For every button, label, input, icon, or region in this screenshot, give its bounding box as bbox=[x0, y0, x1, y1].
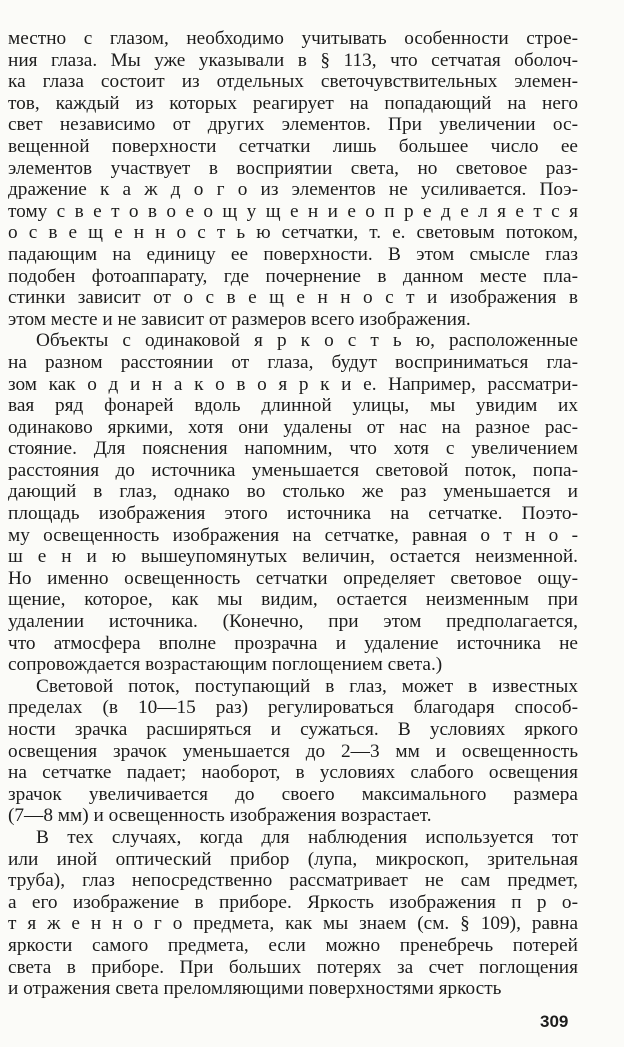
paragraph bbox=[8, 28, 578, 330]
text-line: стинки зависит от о с в е щ е н н о с т и изображения в bbox=[8, 287, 578, 309]
text-line: т я ж е н н о г о предмета, как мы знаем (см. § 109), равна bbox=[8, 913, 578, 935]
text-line: на сетчатке падает; наоборот, в условиях слабого освещения bbox=[8, 762, 578, 784]
text-line: Световой поток, поступающий в глаз, может в известных bbox=[36, 675, 578, 697]
text-line: или иной оптический прибор (лупа, микроскоп, зрительная bbox=[8, 848, 578, 870]
text-line: а его изображение в приборе. Яркость изображения п р о- bbox=[8, 891, 578, 913]
text-line: ш е н и ю вышеупомянутых величин, остается неизменной. bbox=[8, 546, 578, 568]
text-line: яркости самого предмета, если можно пренебречь потерей bbox=[8, 934, 578, 956]
text-line: зрачок увеличивается до своего максимального размера bbox=[8, 783, 578, 805]
text-line: вая ряд фонарей вдоль длинной улицы, мы увидим их bbox=[8, 395, 578, 417]
text-line: Объекты с одинаковой я р к о с т ь ю, расположенные bbox=[36, 330, 578, 352]
text-line: дражение к а ж д о г о из элементов не усиливается. Поэ- bbox=[8, 179, 578, 201]
paragraph bbox=[8, 676, 578, 827]
text-line: падающим на единицу ее поверхности. В этом смысле глаз bbox=[8, 243, 578, 265]
text-line: элементов участвует в восприятии света, но световое раз- bbox=[8, 157, 578, 179]
body-text bbox=[8, 28, 578, 1000]
text-line: освещения зрачок уменьшается до 2—3 мм и освещенность bbox=[8, 740, 578, 762]
text-line: щение, которое, как мы видим, остается неизменным при bbox=[8, 589, 578, 611]
text-line: одинаково яркими, хотя они удалены от нас на разное рас- bbox=[8, 416, 578, 438]
paragraph bbox=[8, 330, 578, 676]
text-line: Но именно освещенность сетчатки определяет световое ощу- bbox=[8, 567, 578, 589]
text-line: свет независимо от других элементов. При увеличении ос- bbox=[8, 114, 578, 136]
text-line: удалении источника. (Конечно, при этом предполагается, bbox=[8, 611, 578, 633]
text-line: сопровождается возрастающим поглощением света.) bbox=[8, 654, 443, 676]
text-line: ния глаза. Мы уже указывали в § 113, что сетчатая оболоч- bbox=[8, 49, 578, 71]
text-line: что атмосфера вполне прозрачна и удаление источника не bbox=[8, 632, 578, 654]
text-line: на разном расстоянии от глаза, будут восприниматься гла- bbox=[8, 351, 578, 373]
text-line: и отражения света преломляющими поверхностями яркость bbox=[8, 978, 502, 1000]
text-line: зом как о д и н а к о в о я р к и е. Например, рассматри- bbox=[8, 373, 578, 395]
text-line: тому с в е т о в о е о щ у щ е н и е о п р е д е л я е т с я bbox=[8, 200, 578, 222]
text-line: пределах (в 10—15 раз) регулироваться благодаря способ- bbox=[8, 697, 578, 719]
text-line: этом месте и не зависит от размеров всего изображения. bbox=[8, 308, 471, 330]
text-line: площадь изображения этого источника на сетчатке. Поэто- bbox=[8, 503, 578, 525]
text-line: дающий в глаз, однако во столько же раз уменьшается и bbox=[8, 481, 578, 503]
text-line: стояние. Для пояснения напомним, что хотя с увеличением bbox=[8, 438, 578, 460]
text-line: местно с глазом, необходимо учитывать особенности строе- bbox=[8, 28, 578, 49]
page-number: 309 bbox=[540, 1012, 569, 1031]
text-line: тов, каждый из которых реагирует на попадающий на него bbox=[8, 92, 578, 114]
text-line: ка глаза состоит из отдельных светочувствительных элемен- bbox=[8, 71, 578, 93]
text-line: подобен фотоаппарату, где почернение в данном месте пла- bbox=[8, 265, 578, 287]
text-line: В тех случаях, когда для наблюдения используется тот bbox=[36, 826, 578, 848]
text-line: ности зрачка расширяться и сужаться. В условиях яркого bbox=[8, 719, 578, 740]
paragraph bbox=[8, 827, 578, 1000]
text-line: труба), глаз непосредственно рассматривает не сам предмет, bbox=[8, 870, 578, 892]
text-line: вещенной поверхности сетчатки лишь большее число ее bbox=[8, 135, 578, 157]
text-line: (7—8 мм) и освещенность изображения возрастает. bbox=[8, 805, 432, 827]
text-line: света в приборе. При больших потерях за счет поглощения bbox=[8, 956, 578, 978]
text-line: расстояния до источника уменьшается световой поток, попа- bbox=[8, 459, 578, 481]
text-line: о с в е щ е н н о с т ь ю сетчатки, т. е. световым потоком, bbox=[8, 222, 578, 244]
text-line: му освещенность изображения на сетчатке, равная о т н о - bbox=[8, 524, 578, 546]
